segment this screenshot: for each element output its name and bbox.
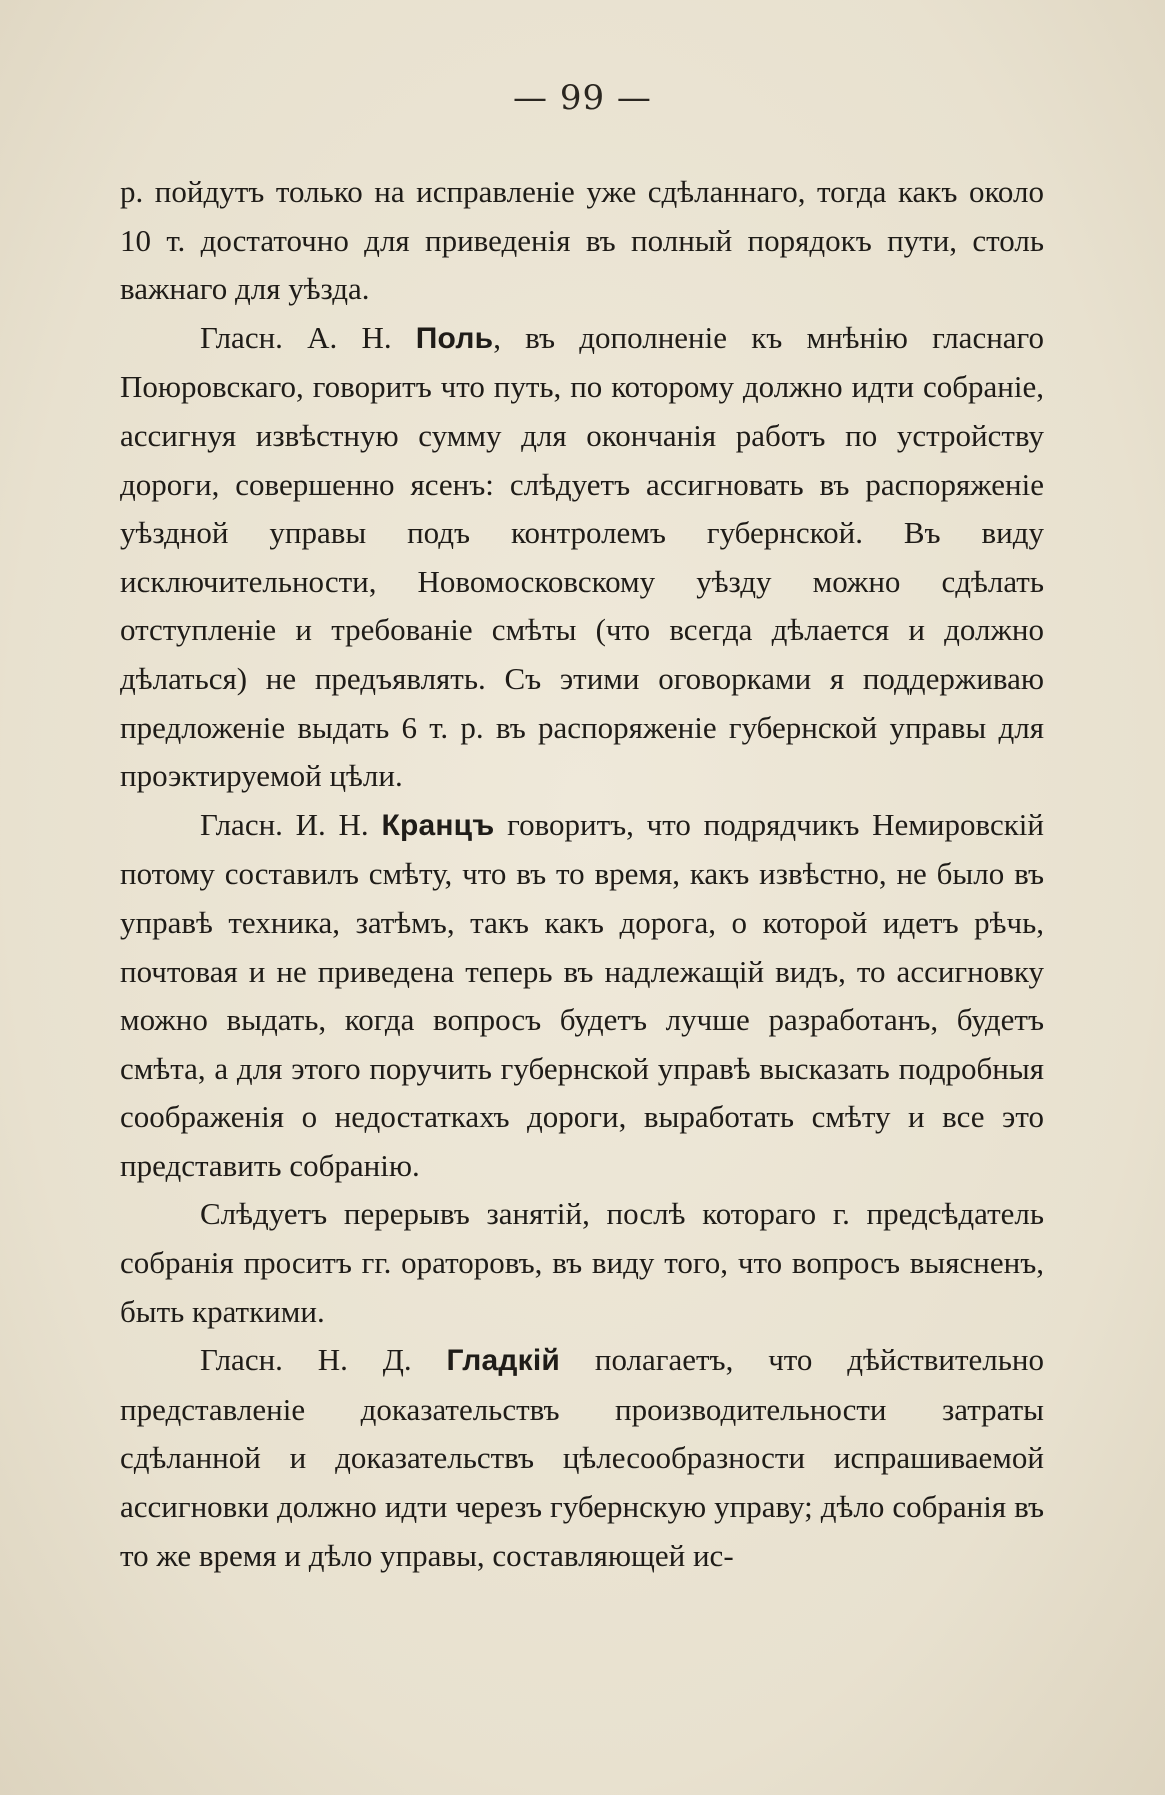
paragraph-text: Слѣдуетъ перерывъ занятій, послѣ котораго г. предсѣдатель собранія проситъ гг. ораторовъ, въ виду того, что вопросъ выясненъ, быть краткими. — [120, 1196, 1044, 1329]
page-number: — 99 — — [513, 78, 652, 118]
paragraph — [120, 314, 1044, 801]
paragraph-text: , въ дополненіе къ мнѣнію гласнаго Поюровскаго, говоритъ что путь, по которому должно идти собраніе, ассигнуя извѣстную сумму для окончанія работъ по устройству дороги, совершенно ясенъ: слѣдуетъ ассигновать въ распоряженіе уѣздной управы подъ контролемъ губернской. Въ виду исключительности, Новомосковскому уѣзду можно сдѣлать отступленіе и требованіе смѣты (что всегда дѣлается и должно дѣлаться) не предъявлять. Съ этими оговорками я поддерживаю предложеніе выдать 6 т. р. въ распоряженіе губернской управы для проэктируемой цѣли. — [120, 319, 1044, 794]
paragraph — [120, 1190, 1044, 1336]
paragraph-text: говоритъ, что подрядчикъ Немировскій потому составилъ смѣту, что въ то время, какъ извѣстно, не было въ управѣ техника, затѣмъ, такъ какъ дорога, о которой идетъ рѣчь, почтовая и не приведена теперь въ надлежащій видъ, то ассигновку можно выдать, когда вопросъ будетъ лучше разработанъ, будетъ смѣта, а для этого поручить губернской управѣ высказать подробныя соображенія о недостаткахъ дороги, выработать смѣту и все это представить собранію. — [120, 806, 1044, 1183]
paragraph-text: Гласн. Н. Д. — [200, 1342, 447, 1378]
speaker-name: Поль — [415, 321, 494, 355]
body-text — [120, 168, 1044, 1580]
paragraph-text: полагаетъ, что дѣйствительно представленіе доказательствъ производительности затраты сдѣланной и доказательствъ цѣлесообразности испрашиваемой ассигновки должно идти черезъ губернскую управу; дѣло собранія въ то же время и дѣло управы, составляющей ис- — [120, 1342, 1045, 1573]
paragraph-text: р. пойдутъ только на исправленіе уже сдѣланнаго, тогда какъ около 10 т. достаточно для приведенія въ полный порядокъ пути, столь важнаго для уѣзда. — [120, 174, 1044, 307]
paragraph-text: Гласн. А. Н. — [200, 319, 416, 355]
paragraph — [120, 801, 1044, 1191]
paragraph — [120, 168, 1044, 314]
paragraph-text: Гласн. И. Н. — [200, 806, 382, 842]
speaker-name: Гладкій — [446, 1344, 561, 1378]
paragraph — [120, 1336, 1044, 1580]
speaker-name: Кранцъ — [381, 808, 495, 842]
